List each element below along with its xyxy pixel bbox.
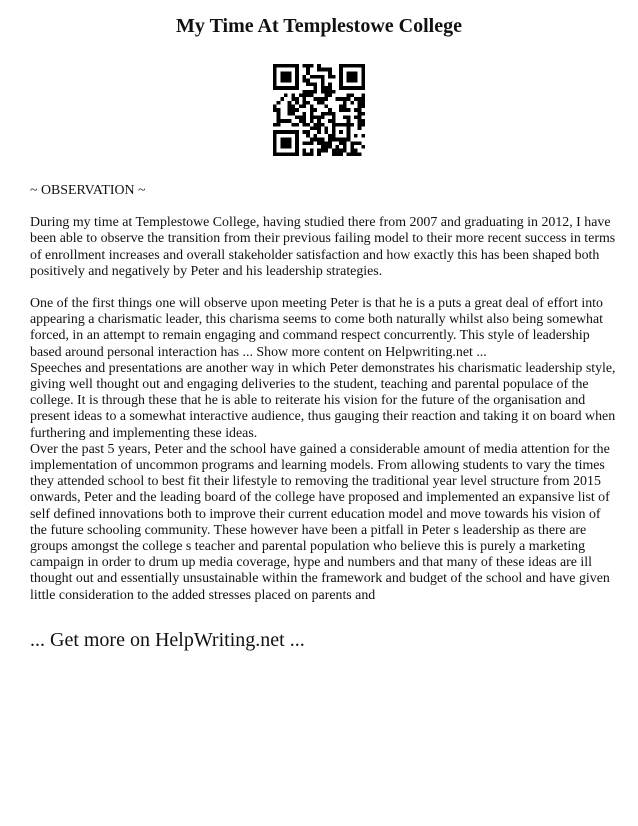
get-more-link[interactable]: ... Get more on HelpWriting.net ... [30,629,305,651]
paragraph-3: Speeches and presentations are another way in which Peter demonstrates his charismatic leadership style, giving well thought out and engaging deliveries to the student, teaching and parental populace of the college. It is through these that he is able to reiterate his vision for the future of the organisation and present ideas to a somewhat interactive audience, thus gauging their reaction and taking it on board when furthering and implementing these ideas. [30,360,616,441]
paragraph-1: During my time at Templestowe College, having studied there from 2007 and graduating in 2012, I have been able to observe the transition from their previous failing model to their more recent success in terms of enrollment increases and overall stakeholder satisfaction and how exactly this has been shaped both positively and negatively by Peter and his leadership strategies. [30,215,616,279]
paragraph-2: One of the first things one will observe upon meeting Peter is that he is a puts a great deal of effort into appearing a charismatic leader, this charisma seems to come both naturally whilst also being somewhat forced, in an attempt to remain engaging and command respect concurrently. This style of leadership based around personal interaction has ... Show more content on Helpwriting.net ... [30,296,604,360]
paragraph-4: Over the past 5 years, Peter and the school have gained a considerable amount of media attention for the implementation of uncommon programs and learning models. From allowing students to vary the times they attended school to best fit their lifestyle to removing the traditional year level structure from 2015 onwards, Peter and the leading board of the college have proposed and implemented an expansive list of self defined innovations both to improve their current education model and move towards his vision of the future schooling community. These however have been a pitfall in Peter s leadership as there are groups amongst the college s teacher and parental population who believe this is purely a marketing campaign in order to drum up media coverage, hype and numbers and that many of these ideas are ill thought out and essentially unsustainable within the framework and budget of the school and have given little consideration to the added stresses placed on parents and [30,441,610,603]
section-heading: ~ OBSERVATION ~ [30,183,146,198]
document-body [30,183,620,604]
document-title: My Time At Templestowe College [176,15,462,37]
qr-code-icon[interactable] [273,64,365,156]
